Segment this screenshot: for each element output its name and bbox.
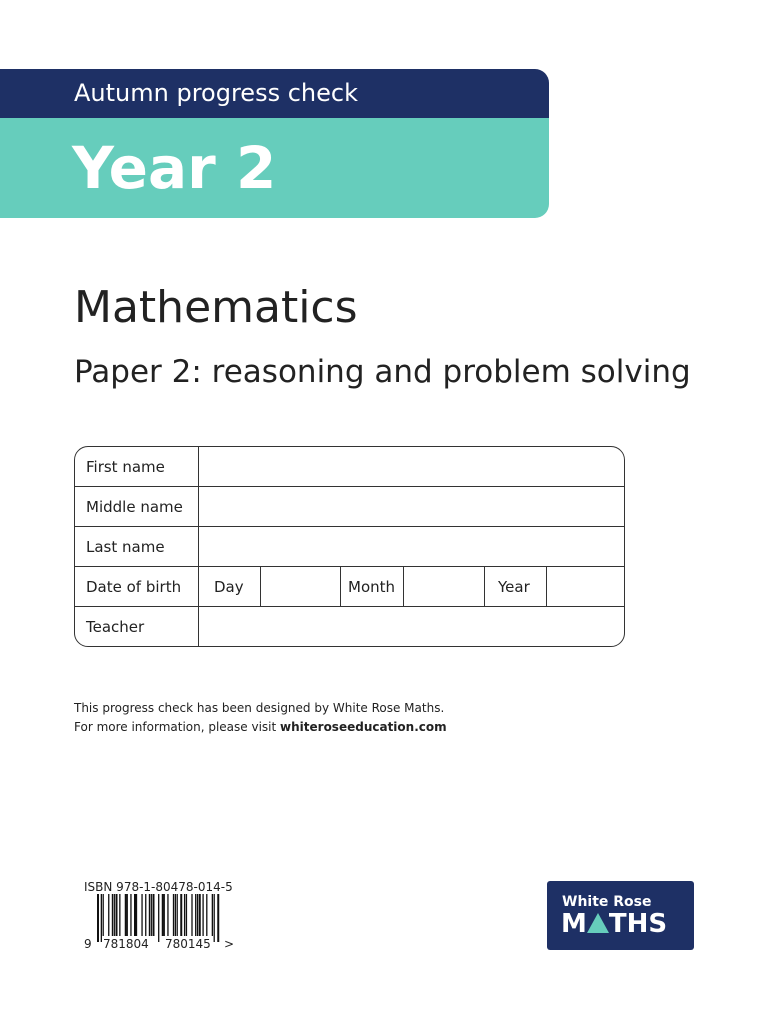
barcode-digits-left: 781804 xyxy=(103,937,149,951)
footer-line-1: This progress check has been designed by White Rose Maths. xyxy=(74,701,445,715)
first-name-field[interactable] xyxy=(198,447,624,486)
page-title: Mathematics xyxy=(74,282,358,333)
footer-line-2 xyxy=(74,718,447,737)
day-label: Day xyxy=(198,567,260,606)
form-row-date-of-birth xyxy=(75,567,624,607)
first-name-label: First name xyxy=(86,458,165,476)
logo-line-2 xyxy=(561,909,667,939)
middle-name-label: Middle name xyxy=(86,498,183,516)
year-label: Year xyxy=(484,567,546,606)
barcode-digit-first: 9 xyxy=(84,937,92,951)
logo-letters-ths: THS xyxy=(608,909,668,939)
website-link[interactable]: whiteroseeducation.com xyxy=(280,720,447,734)
teacher-field[interactable] xyxy=(198,607,624,647)
last-name-label: Last name xyxy=(86,538,165,556)
year-field[interactable] xyxy=(546,567,624,606)
middle-name-field[interactable] xyxy=(198,487,624,526)
isbn-label: ISBN 978-1-80478-014-5 xyxy=(84,880,233,894)
date-of-birth-label: Date of birth xyxy=(86,578,182,596)
logo-triangle-icon xyxy=(587,913,609,933)
page-subtitle: Paper 2: reasoning and problem solving xyxy=(74,354,691,390)
logo-letter-m: M xyxy=(561,909,587,939)
banner-top-bar xyxy=(0,69,549,118)
banner-bottom-bar xyxy=(0,118,549,218)
form-row-last-name xyxy=(75,527,624,567)
form-row-middle-name xyxy=(75,487,624,527)
barcode xyxy=(84,894,244,956)
student-details-form xyxy=(74,446,625,647)
barcode-quiet-mark: > xyxy=(224,937,235,951)
barcode-digits-right: 780145 xyxy=(165,937,211,951)
form-row-teacher xyxy=(75,607,624,647)
white-rose-maths-logo xyxy=(547,881,694,950)
day-field[interactable] xyxy=(260,567,340,606)
barcode-bars xyxy=(97,894,219,942)
form-row-first-name xyxy=(75,447,624,487)
footer-info xyxy=(74,699,447,737)
last-name-field[interactable] xyxy=(198,527,624,566)
month-field[interactable] xyxy=(403,567,484,606)
teacher-label: Teacher xyxy=(86,618,145,636)
header-banner xyxy=(0,69,549,218)
month-label: Month xyxy=(340,567,403,606)
logo-line-1: White Rose xyxy=(562,894,652,910)
banner-subtitle: Autumn progress check xyxy=(74,79,358,107)
footer-line-2-prefix: For more information, please visit xyxy=(74,720,281,734)
banner-year: Year 2 xyxy=(72,134,277,202)
